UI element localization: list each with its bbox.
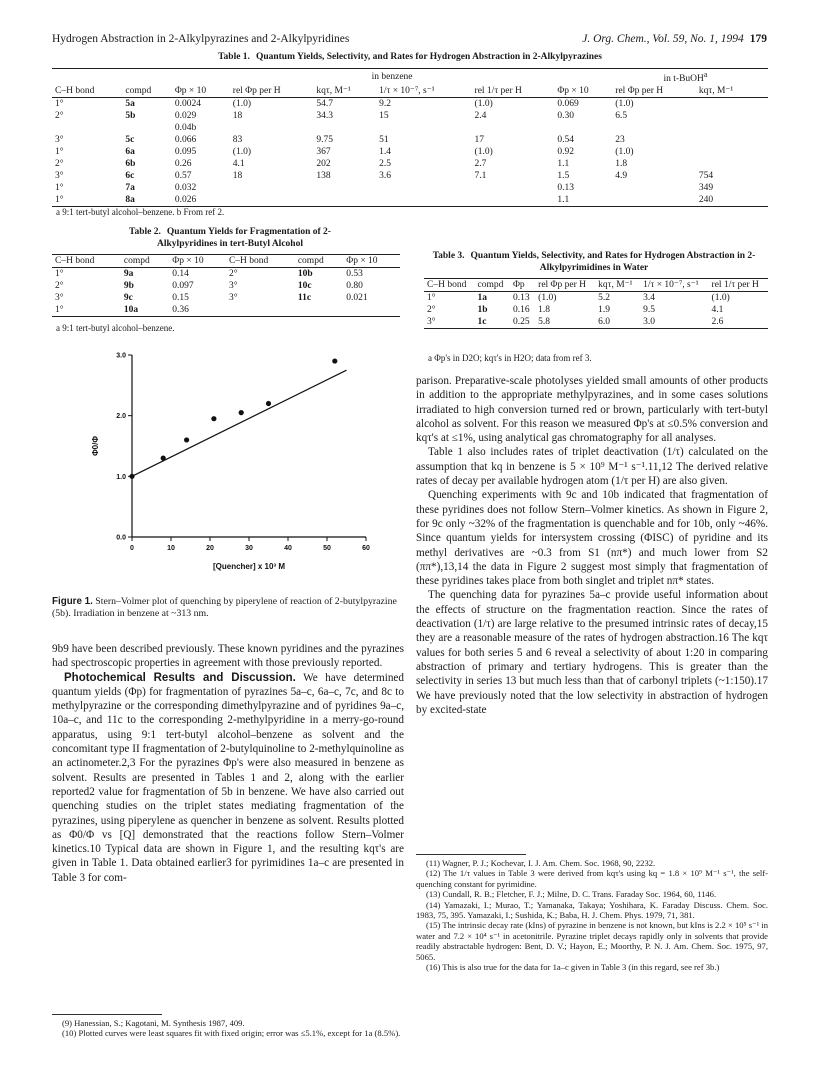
table1-cell [612, 182, 696, 194]
left-paragraph-2 [52, 671, 404, 885]
table1-cell: 367 [316, 147, 331, 158]
table1-cell: 349 [698, 183, 714, 194]
table1-cell: 0.0024 [174, 99, 201, 110]
data-point [239, 410, 244, 415]
table2-cell [295, 304, 343, 317]
x-axis-title: [Quencher] x 10³ M [212, 562, 286, 571]
table1-cell: 9.75 [316, 135, 334, 146]
table1-cell: 23 [615, 135, 625, 146]
reference-14: (14) Yamazaki, I.; Murao, T.; Yamanaka, Takaya; Yoshihara, K. Faraday Discuss. Chem. Soc. 1983, 75, 395. Yamazaki, I.; Sushida, K.; Baba, H. J. Chem. Phys. 1979, 71, 381. [416, 899, 768, 921]
table1-cell: (1.0) [474, 147, 493, 158]
table2-cell: 2° [55, 281, 64, 291]
table3-cell: 5.2 [598, 293, 610, 303]
table3-row [424, 316, 768, 329]
table1-cell: 0.13 [557, 183, 574, 194]
x-tick-label: 30 [245, 545, 253, 552]
x-tick-label: 10 [167, 545, 175, 552]
table3-label: Table 3. [432, 251, 465, 261]
table3-col-header: Φp [512, 280, 525, 290]
table1-cell: 0.026 [174, 195, 197, 206]
reference-10: (10) Plotted curves were least squares fit with fixed origin; error was ≤5.1%, except for 1a (8.5%). [62, 1028, 401, 1039]
table3-cell: 6.0 [598, 317, 610, 327]
table1-row [52, 98, 768, 111]
table2-cell: 11c [297, 293, 312, 303]
table3-cell: 0.13 [512, 293, 530, 303]
x-tick-label: 20 [206, 545, 214, 552]
table1-header-row [52, 85, 768, 98]
table3-cell: (1.0) [711, 293, 730, 303]
table1-cell: 6c [125, 171, 135, 182]
table2-body [52, 268, 400, 317]
table1-label: Table 1. [218, 52, 250, 62]
right-column-text [416, 374, 768, 717]
table3-cell: 2° [427, 305, 436, 315]
table2-cell: 0.097 [172, 281, 194, 291]
table2-cell: 1° [55, 269, 64, 279]
table1-cell: 7.1 [474, 171, 487, 182]
table2-row [52, 304, 400, 317]
y-tick-label: 1.0 [116, 473, 126, 481]
table3-header-row [424, 279, 768, 292]
table1-cell: 0.26 [174, 159, 192, 170]
table1-cell: 1° [55, 195, 64, 206]
table2-col-header: Φp × 10 [346, 256, 378, 266]
left-references [52, 1018, 404, 1039]
table1-cell: 3.6 [379, 171, 391, 182]
table1-row [52, 182, 768, 194]
table3-cell: 4.1 [711, 305, 724, 315]
table2-cell: 0.36 [172, 305, 189, 315]
table1-cell [376, 194, 471, 207]
table1-cell [376, 122, 471, 134]
table1-row [52, 110, 768, 122]
table2-cell: 10a [123, 305, 139, 315]
reference-9: (9) Hanessian, S.; Kagotani, M. Synthesis 1987, 409. [62, 1018, 245, 1028]
footnote-divider-right [416, 854, 526, 855]
table3-cell: 1a [477, 293, 487, 303]
table1-cell: 0.04b [174, 123, 197, 134]
table1-cell [472, 122, 555, 134]
table1-cell: 0.066 [174, 135, 197, 146]
table2-cell: 10c [297, 281, 312, 291]
table1-cell: 7a [125, 183, 135, 194]
x-tick-label: 0 [130, 545, 134, 552]
table3-cell: 5.8 [538, 317, 551, 327]
table1-row [52, 158, 768, 170]
table1-cell: 18 [232, 171, 243, 182]
table1-cell: 8a [125, 195, 135, 206]
table1-cell [612, 194, 696, 207]
table1-row [52, 146, 768, 158]
table3-caption [420, 250, 768, 274]
table1-cell: 2.7 [474, 159, 487, 170]
table2-cell: 10b [297, 269, 313, 279]
table2-cell: 0.80 [346, 281, 363, 291]
data-point [211, 416, 216, 421]
table3 [424, 278, 768, 329]
table1-col-header: compd [125, 86, 152, 97]
table2-cell: 9a [123, 269, 134, 279]
right-paragraph-3: Quenching experiments with 9c and 10b indicated that fragmentation of these pyridines does not follow Stern–Volmer kinetics. As shown in Figure 2, for 9c only ~32% of the fragmentation is quenchable and for 10b, only ~46%. Since quantum yields for intersystem crossing (ΦISC) of pyridine and its methyl derivatives are ~0.3 from S1 (nπ*) and much lower from S2 (ππ*),13,14 the data in Figure 2 suggest most simply that fragmentation of these pyridines takes place from both singlet and triplet nπ* states. [416, 489, 768, 588]
right-paragraph-4: The quenching data for pyrazines 5a–c provide useful information about the effects of structure on the fragmentation reaction. Since the rates of deactivation (1/τ) are large relative to the presumed intrinsic rates of decay,15 they are a reasonable measure of the rates of hydrogen abstraction.16 The kqτ values for both series 5 and 6 reveal a selectivity of about 1:20 in comparing abstraction of primary and tertiary hydrogens. This is greater than the selectivity in series 13 but much less than that of carbonyl triplets (~1:150).17 We have previously noted that the low selectivity in abstraction of hydrogen by excited-state [416, 589, 768, 716]
table1-cell [52, 122, 122, 134]
table3-cell: (1.0) [538, 293, 557, 303]
table3-col-header: compd [477, 280, 504, 290]
table2-cell: 3° [228, 281, 238, 291]
table1-col-header: kqτ, M⁻¹ [698, 86, 734, 97]
running-header-journal [582, 33, 767, 45]
table1-footnote: a 9:1 tert-butyl alcohol–benzene. b From ref 2. [56, 207, 225, 217]
chart-plot-area [91, 353, 370, 572]
table3-cell: 1.8 [538, 305, 551, 315]
table1-cell: 0.032 [174, 183, 197, 194]
table1-group-tbuoh-text: in t-BuOH [663, 74, 704, 85]
table3-cell: 2.6 [711, 317, 724, 327]
table3-col-header: 1/τ × 10⁻⁷, s⁻¹ [643, 280, 699, 290]
table3-cell: 0.25 [512, 317, 530, 327]
table2-footnote: a 9:1 tert-butyl alcohol–benzene. [56, 323, 175, 333]
data-point [161, 456, 166, 461]
table1-cell: 5b [125, 111, 136, 122]
table1-row [52, 134, 768, 146]
reference-15: (15) The intrinsic decay rate (kIns) of pyrazine in benzene is not known, but kIns is 2.2 × 10⁵ s⁻¹ in water and 7.2 × 10⁴ s⁻¹ in acetonitrile. Pyrazine triplet decays rapidly only in solvents that provide readily abstractable hydrogen: Bent, D. V.; Hayon, E.; Moorthy, P. N. J. Am. Chem. Soc. 1975, 97, 5065. [416, 920, 768, 962]
table1-cell: 202 [316, 159, 331, 170]
table1-cell: (1.0) [232, 147, 251, 158]
table2-row [52, 268, 400, 281]
table2-caption [100, 226, 360, 250]
table1-caption [52, 51, 768, 63]
table1-cell: 9.2 [379, 99, 391, 110]
table1-body [52, 98, 768, 207]
table1-cell: 4.1 [232, 159, 245, 170]
table2-cell [226, 304, 295, 317]
table2-cell: 0.021 [346, 293, 368, 303]
left-paragraph-1: 9b9 have been described previously. These known pyridines and the pyrazines had spectroscopic properties in agreement with those previously reported. [52, 643, 404, 670]
table2-col-header: compd [123, 256, 150, 266]
data-point [129, 474, 134, 479]
data-point [266, 401, 271, 406]
right-paragraph-1: parison. Preparative-scale photolyses yielded small amounts of other products in addition to the appropriate methylpyrazines, and in some cases solutions irradiated to high conversion turned red or brown, particularly with tert-butyl alcohol as solvent. For this reason we measured Φp's at ≤0.5% conversion and kqτ's at ≤1%, using analytical gas chromatography for all analyses. [416, 375, 768, 445]
table3-cell: 3° [427, 317, 436, 327]
table1-cell: 6.5 [615, 111, 628, 122]
table3-cell: 1c [477, 317, 487, 327]
table2-cell: 0.15 [172, 293, 189, 303]
table1-caption-text: Quantum Yields, Selectivity, and Rates for Hydrogen Abstraction in 2-Alkylpyrazines [255, 52, 602, 62]
table1-cell: 0.029 [174, 111, 197, 122]
table2-col-header: C–H bond [55, 256, 95, 266]
table1-cell [554, 122, 612, 134]
table1-cell [696, 158, 759, 170]
right-paragraph-2: Table 1 also includes rates of triplet deactivation (1/τ) calculated on the assumption that kq in benzene is 5 × 10⁹ M⁻¹ s⁻¹.11,12 The derived relative rates of decay per available hydrogen atom (1/τ per H) are also given. [416, 446, 768, 488]
table3-cell: 1° [427, 293, 436, 303]
table1-row [52, 194, 768, 207]
table1-col-header: rel 1/τ per H [474, 86, 522, 97]
footnote-divider-left [52, 1014, 162, 1015]
table3-col-header: rel Φp per H [538, 280, 586, 290]
table1-cell [696, 110, 759, 122]
table1-cell: 15 [379, 111, 389, 122]
journal-citation: J. Org. Chem., Vol. 59, No. 1, 1994 [582, 33, 744, 45]
table1-cell [122, 122, 171, 134]
table1-cell: 1.1 [557, 159, 570, 170]
table1-cell [696, 134, 759, 146]
table1-cell: 4.9 [615, 171, 628, 182]
table1-group-tbuoh [612, 69, 758, 86]
table1-cell: 18 [232, 111, 243, 122]
left-column-text [52, 642, 404, 885]
table2-col-header: C–H bond [228, 256, 269, 266]
table1-cell: 34.3 [316, 111, 334, 122]
running-header-title: Hydrogen Abstraction in 2-Alkylpyrazines and 2-Alkylpyridines [52, 33, 350, 45]
table2-cell: 1° [55, 305, 64, 315]
table3-cell: 0.16 [512, 305, 530, 315]
table2-cell: 0.14 [172, 269, 189, 279]
table1-cell: 83 [232, 135, 243, 146]
table1-row [52, 170, 768, 182]
table1-cell: 0.095 [174, 147, 197, 158]
table1-row [52, 122, 768, 134]
table2-col-header: compd [297, 256, 324, 266]
table3-row [424, 292, 768, 305]
table2-cell: 9c [123, 293, 133, 303]
table1-cell: 1.1 [557, 195, 570, 206]
table1-cell [230, 194, 314, 207]
table3-row [424, 304, 768, 316]
table1-cell [696, 146, 759, 158]
table2-caption-text: Quantum Yields for Fragmentation of 2-Alkylpyridines in tert-Butyl Alcohol [157, 227, 331, 249]
table1-cell: 51 [379, 135, 389, 146]
table1-cell: 1.8 [615, 159, 628, 170]
table1-cell [696, 122, 759, 134]
table1-cell: 240 [698, 195, 714, 206]
table1-cell [696, 98, 759, 111]
y-tick-label: 2.0 [116, 413, 126, 421]
table1-cell: 0.54 [557, 135, 574, 146]
table1-cell: (1.0) [474, 99, 493, 110]
table2-row [52, 280, 400, 292]
table3-col-header: kqτ, M⁻¹ [598, 280, 633, 290]
section-run-head: Photochemical Results and Discussion. [64, 671, 296, 684]
table3-cell: 9.5 [643, 305, 655, 315]
data-point [332, 358, 337, 363]
table1-group-benzene: in benzene [371, 72, 413, 83]
table1-cell: 54.7 [316, 99, 334, 110]
table3-cell: 1b [477, 305, 488, 315]
table1-cell: 3° [55, 135, 64, 146]
table1-cell: 1.4 [379, 147, 391, 158]
table2-cell: 3° [228, 293, 238, 303]
table2-label: Table 2. [129, 227, 161, 237]
table2-row [52, 292, 400, 304]
table1-cell: 2° [55, 159, 64, 170]
table1-cell [313, 194, 376, 207]
table3-cell: 1.9 [598, 305, 610, 315]
table1-cell [612, 122, 696, 134]
table3-col-header: rel 1/τ per H [711, 280, 759, 290]
figure1-caption [52, 596, 404, 620]
x-tick-label: 40 [284, 545, 292, 552]
x-tick-label: 50 [323, 545, 331, 552]
reference-13: (13) Cundall, R. B.; Fletcher, F. J.; Milne, D. C. Trans. Faraday Soc. 1964, 60, 1146. [426, 889, 717, 900]
table1-cell: 1° [55, 183, 64, 194]
table2-cell: 2° [228, 269, 238, 279]
y-tick-label: 3.0 [116, 352, 126, 360]
table1-cell: 6b [125, 159, 136, 170]
figure1-chart [60, 345, 390, 585]
table1-col-header: Φp × 10 [557, 86, 589, 97]
table1-col-header: rel Φp per H [232, 86, 281, 97]
table3-body [424, 292, 768, 329]
table1-cell: (1.0) [615, 99, 634, 110]
left-paragraph-2-text: We have determined quantum yields (Φp) for fragmentation of pyrazines 5a–c, 6a–c, 7c, and 8c to methylpyrazine or the corresponding dimethylpyrazine and of pyridines 9a–c, 10a–c, and 11c to the corresponding 2-methylpyridine in a merry-go-round apparatus, using 9:1 tert-butyl alcohol–benzene as solvent and the concomitant type II fragmentation of 2-butylquinoline to 2-methylquinoline as an actinometer.2,3 For the pyrazines Φp's were also measured in benzene as solvent. Results are presented in Tables 1 and 2, along with the earlier reported2 value for fragmentation of 5b in benzene. We have also carried out quenching studies on the triplet states mediating fragmentation of the pyrazines, using piperylene as quencher in benzene as solvent. Results plotted as Φ0/Φ vs [Q] demonstrated that the reactions follow Stern–Volmer kinetics.10 Typical data are shown in Figure 1, and the resulting kqτ's are given in Table 1. Data obtained earlier3 for pyrimidines 1a–c are presented in Table 3 for com- [52, 671, 404, 884]
table1-cell: 0.069 [557, 99, 579, 110]
table1-group-tbuoh-note: a [703, 70, 708, 79]
table1-cell: 0.30 [557, 111, 574, 122]
table2-cell: 0.53 [346, 269, 363, 279]
table1-cell: 0.57 [174, 171, 192, 182]
table1-cell: 1° [55, 99, 64, 110]
table1-cell: 754 [698, 171, 714, 182]
table1-col-header: 1/τ × 10⁻⁷, s⁻¹ [379, 86, 435, 97]
table1-cell [376, 182, 471, 194]
table1-cell: 6a [125, 147, 135, 158]
table1-cell: 0.92 [557, 147, 574, 158]
figure1-label: Figure 1. [52, 596, 93, 607]
table1-cell: 5c [125, 135, 135, 146]
table1-cell [472, 194, 555, 207]
table1-cell [313, 182, 376, 194]
table1-cell: 2.4 [474, 111, 487, 122]
table1-col-header: Φp × 10 [174, 86, 207, 97]
reference-12: (12) The 1/τ values in Table 3 were derived from kqτ's using kq = 1.8 × 10⁹ M⁻¹ s⁻¹, the self-quenching constant for pyrimidine. [416, 868, 768, 889]
reference-11: (11) Wagner, P. J.; Kochevar, I. J. Am. Chem. Soc. 1968, 90, 2232. [426, 858, 656, 868]
table1-cell: 17 [474, 135, 485, 146]
x-tick-label: 60 [362, 545, 370, 552]
table2-cell: 9b [123, 281, 134, 291]
table3-col-header: C–H bond [427, 280, 467, 290]
table1-cell: 2° [55, 111, 64, 122]
table2-col-header: Φp × 10 [172, 256, 204, 266]
table1-cell: (1.0) [615, 147, 634, 158]
table1-cell: 138 [316, 171, 331, 182]
page-number: 179 [749, 33, 767, 45]
table3-footnote: a Φp's in D2O; kqτ's in H2O; data from ref 3. [428, 353, 592, 363]
table1-cell [313, 122, 376, 134]
table1-cell [472, 182, 555, 194]
right-references [416, 858, 768, 972]
table1-cell: 3° [55, 171, 64, 182]
table1-col-header: kqτ, M⁻¹ [316, 86, 351, 97]
table1-cell: 2.5 [379, 159, 391, 170]
table1-col-header: C–H bond [55, 86, 95, 97]
table1-cell: 5a [125, 99, 135, 110]
table2-cell: 3° [55, 293, 64, 303]
table3-cell: 3.4 [643, 293, 655, 303]
figure1-caption-text: Stern–Volmer plot of quenching by piperylene of reaction of 2-butylpyrazine (5b). Irradiation in benzene at ~313 nm. [52, 596, 397, 619]
table1-cell [230, 182, 314, 194]
table1-cell [230, 122, 314, 134]
data-point [184, 437, 189, 442]
table3-cell: 3.0 [643, 317, 655, 327]
table1-col-header: rel Φp per H [615, 86, 664, 97]
table2 [52, 254, 400, 317]
y-tick-label: 0.0 [116, 534, 126, 542]
reference-16: (16) This is also true for the data for 1a–c given in Table 3 (in this regard, see ref 3b.) [426, 962, 720, 973]
table2-header-row [52, 255, 400, 268]
table1-cell: 1.5 [557, 171, 570, 182]
table1-cell: (1.0) [232, 99, 251, 110]
table2-cell [343, 304, 400, 317]
table1-cell: 1° [55, 147, 64, 158]
y-axis-title: Φ0/Φ [91, 436, 100, 456]
table3-caption-text: Quantum Yields, Selectivity, and Rates for Hydrogen Abstraction in 2-Alkylpyrimidines in Water [470, 251, 756, 273]
table1 [52, 68, 768, 207]
